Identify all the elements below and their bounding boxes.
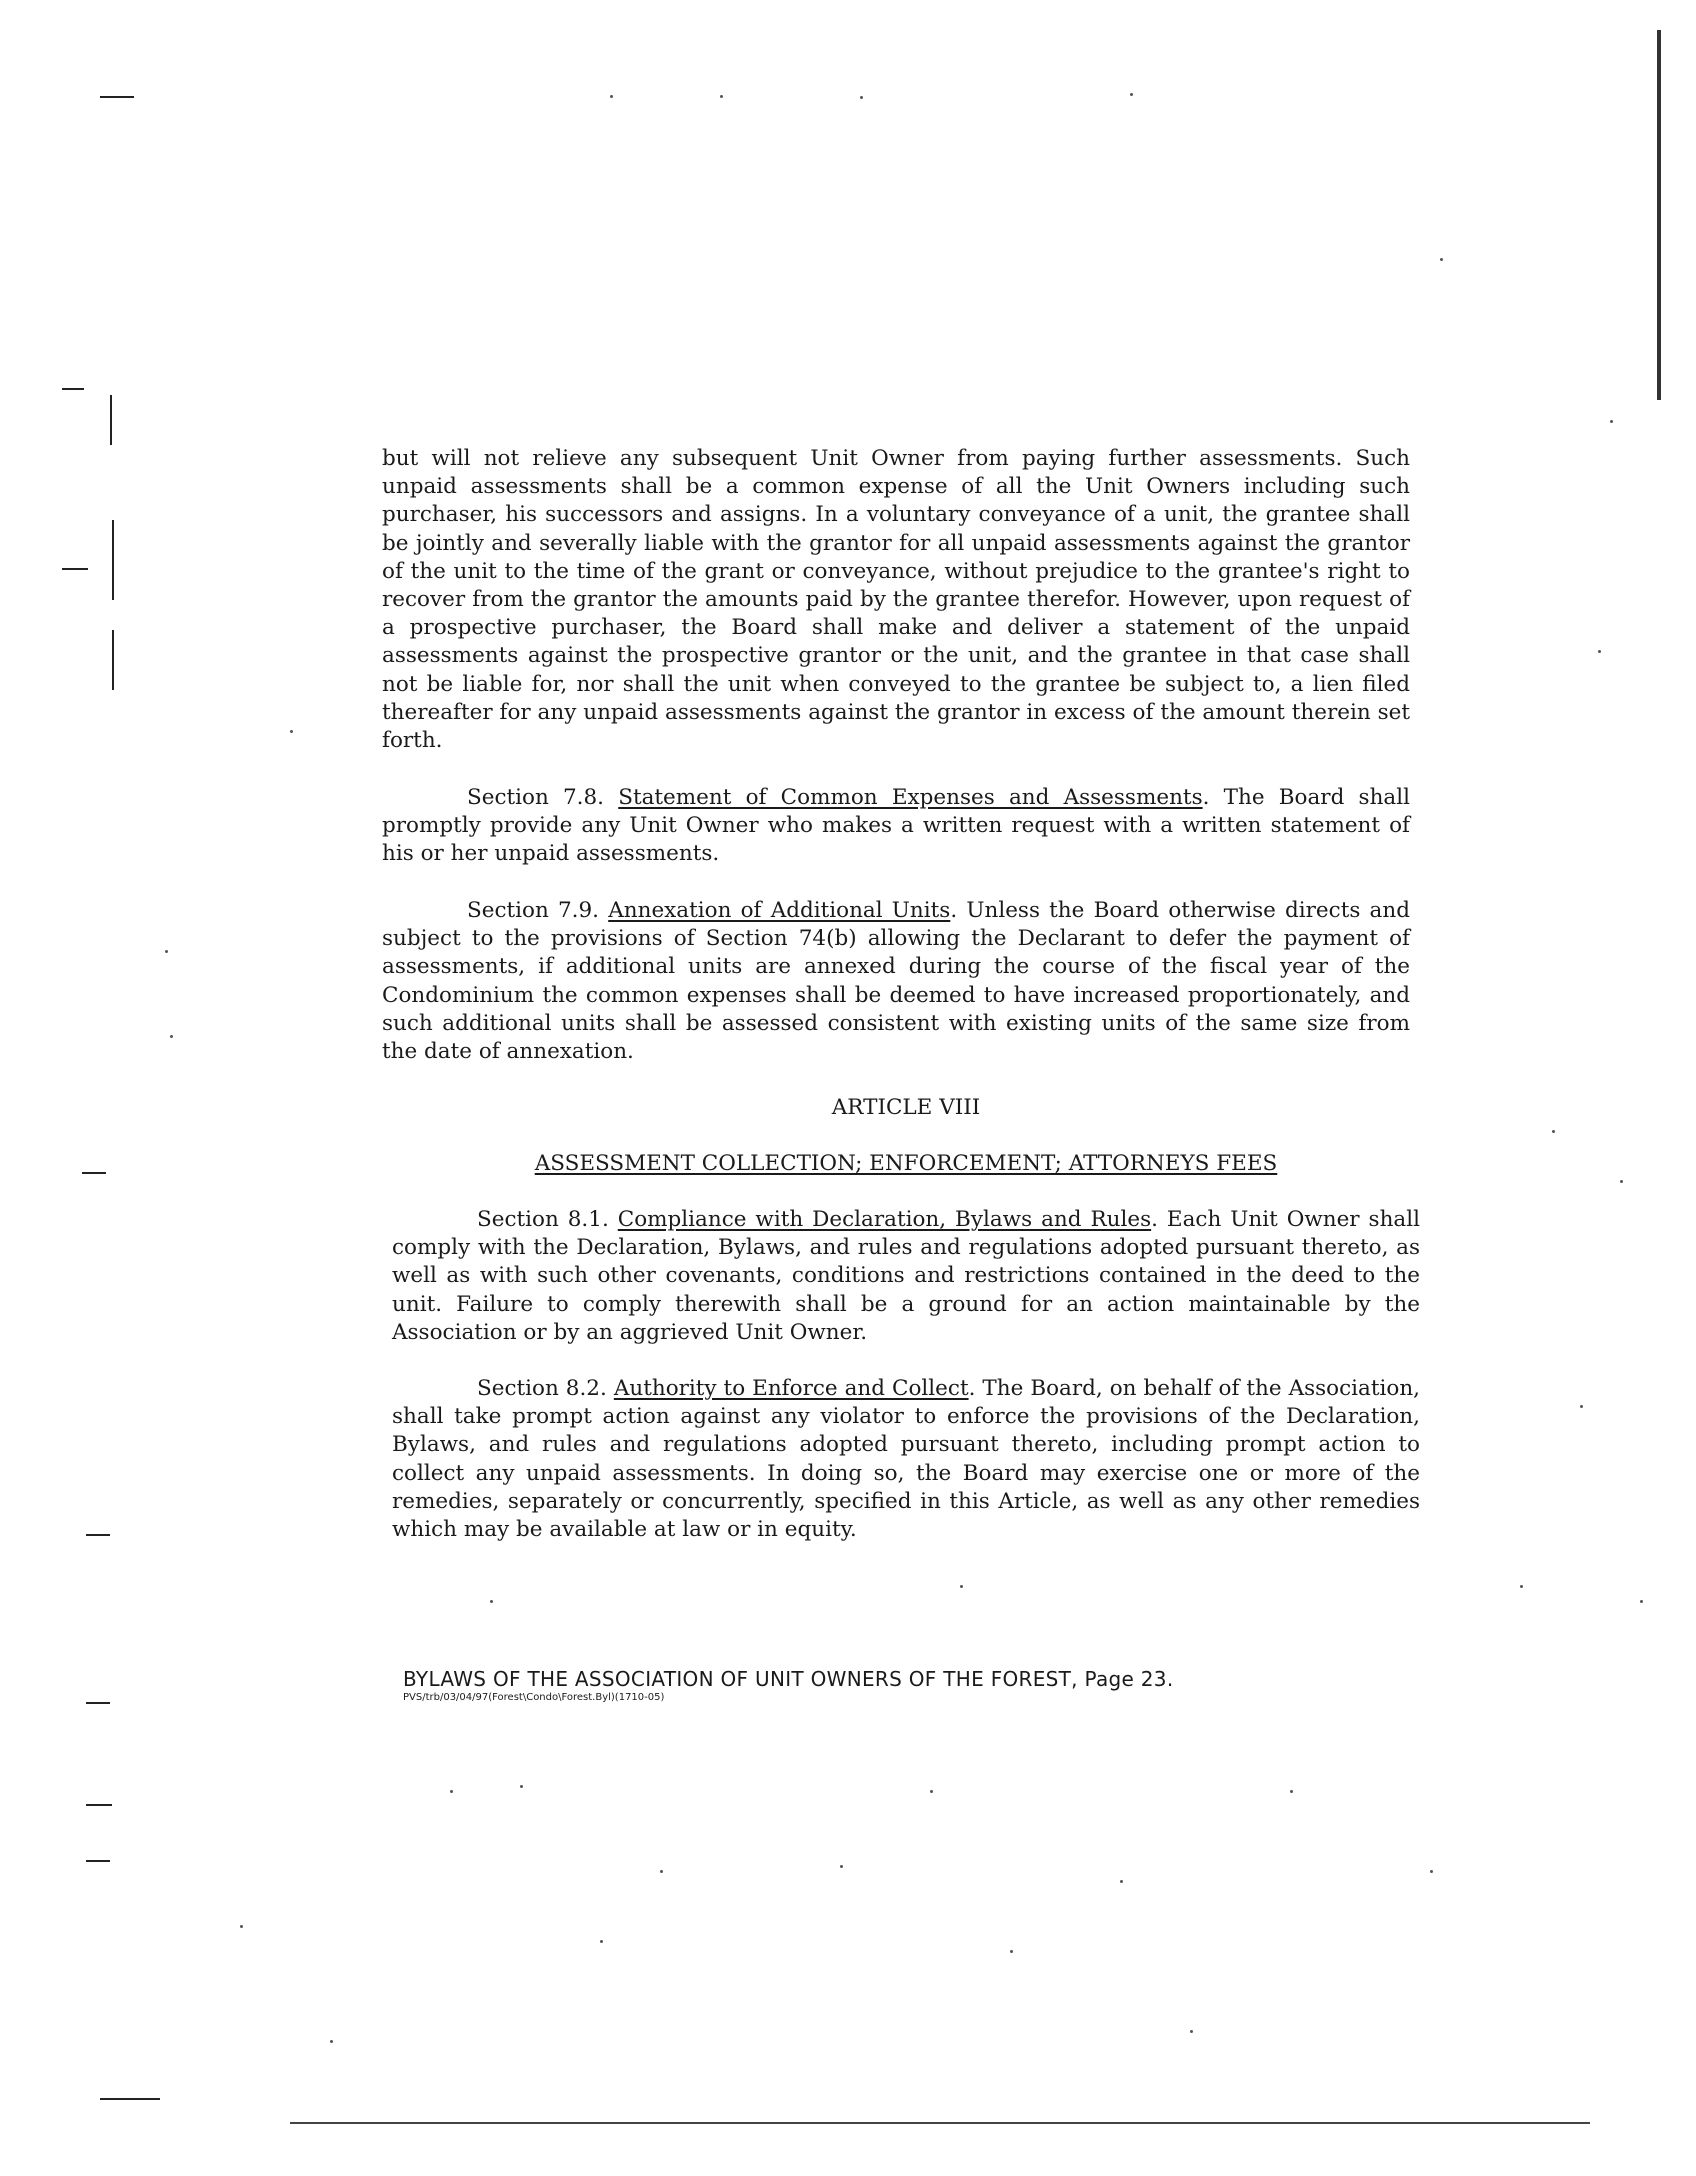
scan-speck xyxy=(1010,1950,1013,1953)
scan-mark xyxy=(86,1702,110,1704)
section-text: . Each Unit Owner shall comply with the Declaration, Bylaws, and rules and regulations adopted pursuant thereto, as well as with such other covenants, conditions and restrictions contained in the deed to the unit. Failure to comply therewith shall be a ground for an action maintainable by the Association or by an aggrieved Unit Owner. xyxy=(392,1207,1420,1345)
section-8-1 xyxy=(392,1206,1420,1347)
section-label: Section 7.9. xyxy=(467,898,600,923)
scan-mark xyxy=(82,1172,106,1174)
footer-title: BYLAWS OF THE ASSOCIATION OF UNIT OWNERS OF THE FOREST, Page 23. xyxy=(403,1667,1174,1691)
scan-speck xyxy=(660,1870,663,1873)
scan-mark xyxy=(62,388,84,390)
article-title: ASSESSMENT COLLECTION; ENFORCEMENT; ATTORNEYS FEES xyxy=(534,1151,1278,1176)
scan-speck xyxy=(1552,1130,1555,1133)
scan-speck xyxy=(1190,2030,1193,2033)
scan-speck xyxy=(165,950,168,953)
scan-speck xyxy=(1440,258,1443,261)
scan-mark xyxy=(86,1860,110,1862)
scan-speck xyxy=(290,730,293,733)
scan-speck xyxy=(520,1785,523,1788)
scan-mark xyxy=(112,630,114,690)
scan-speck xyxy=(1620,1180,1623,1183)
scan-speck xyxy=(1430,1870,1433,1873)
scan-speck xyxy=(450,1790,453,1793)
scan-mark xyxy=(100,2098,160,2100)
scan-speck xyxy=(840,1865,843,1868)
page-footer xyxy=(403,1667,1383,1703)
section-text: . The Board, on behalf of the Association, shall take prompt action against any violator to enforce the provisions of the Declaration, Bylaws, and rules and regulations adopted pursuant thereto, including prompt action to collect any unpaid assessments. In doing so, the Board may exercise one or more of the remedies, separately or concurrently, specified in this Article, as well as any other remedies which may be available at law or in equity. xyxy=(392,1376,1421,1543)
scan-mark xyxy=(1657,30,1661,400)
section-title: Compliance with Declaration, Bylaws and Rules xyxy=(617,1207,1152,1232)
section-label: Section 8.2. xyxy=(477,1376,607,1401)
scan-speck xyxy=(1290,1790,1293,1793)
scan-speck xyxy=(610,95,613,98)
scan-speck xyxy=(600,1940,603,1943)
scan-speck xyxy=(1598,650,1601,653)
section-title: Annexation of Additional Units xyxy=(608,898,951,923)
section-label: Section 7.8. xyxy=(467,785,605,810)
scan-mark xyxy=(86,1804,112,1806)
scan-speck xyxy=(860,96,863,99)
scan-speck xyxy=(960,1585,963,1588)
scan-mark xyxy=(62,568,88,570)
scan-speck xyxy=(490,1600,493,1603)
scan-mark xyxy=(290,2122,1590,2124)
section-7-9 xyxy=(382,897,1410,1066)
scan-speck xyxy=(1610,420,1613,423)
scan-mark xyxy=(86,1534,110,1536)
scan-speck xyxy=(1580,1405,1583,1408)
scan-speck xyxy=(1520,1585,1523,1588)
scan-speck xyxy=(170,1035,173,1038)
scan-speck xyxy=(930,1790,933,1793)
scan-mark xyxy=(100,96,134,98)
section-text: . The Board shall promptly provide any Unit Owner who makes a written request with a written statement of his or her unpaid assessments. xyxy=(382,785,1410,867)
scan-mark xyxy=(112,520,114,600)
scan-speck xyxy=(720,95,723,98)
scan-speck xyxy=(240,1925,243,1928)
scan-mark xyxy=(110,395,112,445)
scan-speck xyxy=(1640,1600,1643,1603)
section-title: Authority to Enforce and Collect xyxy=(613,1376,969,1401)
article-number: ARTICLE VIII xyxy=(831,1095,981,1120)
scan-speck xyxy=(1120,1880,1123,1883)
scan-speck xyxy=(1130,93,1133,96)
section-7-8 xyxy=(382,784,1410,869)
section-label: Section 8.1. xyxy=(477,1207,609,1232)
section-text: . Unless the Board otherwise directs and subject to the provisions of Section 74(b) allowing the Declarant to defer the payment of assessments, if additional units are annexed during the course of the fiscal year of the Condominium the common expenses shall be deemed to have increased proportionately, and such additional units shall be assessed consistent with existing units of the same size from the date of annexation. xyxy=(382,898,1410,1065)
body-paragraph: but will not relieve any subsequent Unit Owner from paying further assessments. Such unpaid assessments shall be a common expense of all the Unit Owners including such purchaser, his successors and assigns. In a voluntary conveyance of a unit, the grantee shall be jointly and severally liable with the grantor for all unpaid assessments against the grantor of the unit to the time of the grant or conveyance, without prejudice to the grantee's right to recover from the grantor the amounts paid by the grantee therefor. However, upon request of a prospective purchaser, the Board shall make and deliver a statement of the unpaid assessments against the prospective grantor or the unit, and the grantee in that case shall not be liable for, nor shall the unit when conveyed to the grantee be subject to, a lien filed thereafter for any unpaid assessments against the grantor in excess of the amount therein set forth. xyxy=(382,446,1410,754)
scan-speck xyxy=(330,2040,333,2043)
section-8-2 xyxy=(392,1375,1420,1544)
section-title: Statement of Common Expenses and Assessments xyxy=(618,785,1203,810)
footer-file-code: PVS/trb/03/04/97(Forest\Condo\Forest.Byl)(1710-05) xyxy=(403,1692,665,1703)
